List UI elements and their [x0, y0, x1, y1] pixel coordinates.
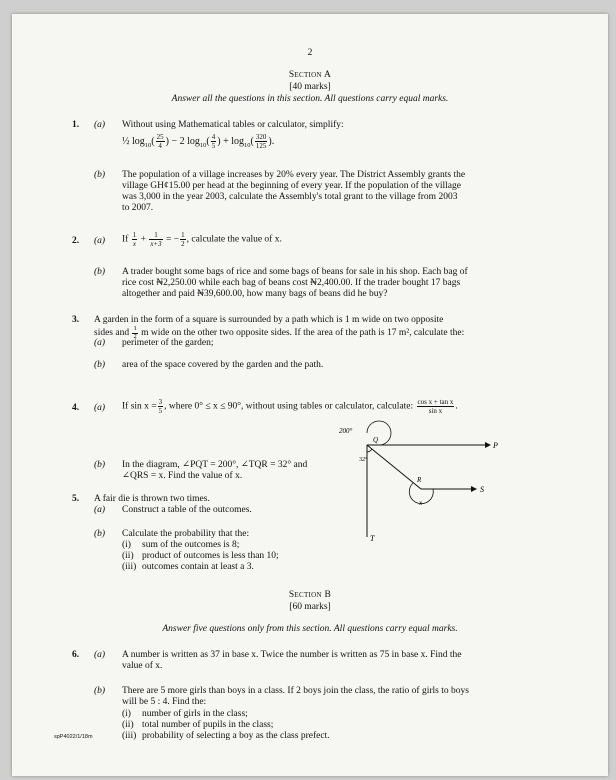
page-number: 2 [307, 48, 313, 58]
q6b-line-1: There are 5 more girls than boys in a class. If 2 boys join the class, the ratio of girls to boys [122, 686, 469, 696]
q2b-line-2: rice cost ₦2,250.00 while each bag of beans cost ₦2,400.00. If the trader bought 17 bags [122, 278, 461, 288]
q4a-ratio-den: sin x [428, 407, 443, 415]
q3a-label: (a) [94, 338, 106, 348]
q1a-label: (a) [94, 120, 106, 130]
arrow-p [485, 442, 491, 448]
section-b-title: Section B [288, 590, 332, 600]
q5b-text: Calculate the probability that the: [122, 529, 250, 539]
q1a-base2: 10 [199, 141, 207, 149]
q6a-label: (a) [94, 650, 106, 660]
q2a-frac1-den: x [132, 240, 136, 248]
q5b-iii-text: outcomes contain at least a 3. [142, 562, 254, 572]
q6b-ii-label: (ii) [122, 720, 134, 730]
q6-number: 6. [72, 650, 80, 660]
q1a-frac1-den: 4 [158, 142, 162, 150]
q2a-equals: = − [166, 234, 180, 245]
q4a-text [122, 398, 458, 415]
q5b-iii-label: (iii) [122, 562, 137, 572]
q6b-i-label: (i) [122, 709, 131, 719]
q2a-frac2-num: 1 [149, 231, 162, 240]
label-t: T [370, 534, 375, 543]
q6b-iii-text: probability of selecting a boy as the class prefect. [142, 731, 330, 741]
label-p: P [493, 441, 498, 450]
q4a-ratio [417, 398, 458, 415]
label-200: 200° [339, 427, 353, 435]
q1a-base1: 10 [144, 141, 152, 149]
section-b-instruction: Answer five questions only from this section. All questions carry equal marks. [162, 624, 458, 634]
q5b-i-label: (i) [122, 540, 131, 550]
q2-number: 2. [72, 236, 80, 246]
q4b-label: (b) [94, 460, 106, 470]
q1a-frac2-num: 4 [211, 133, 216, 141]
q1a-end: . [271, 135, 275, 147]
q2a-frac1-num: 1 [132, 231, 137, 239]
q3a-text: perimeter of the garden; [122, 338, 214, 348]
section-b-marks: [60 marks] [289, 602, 331, 612]
q5-number: 5. [72, 494, 80, 504]
q4a-frac-den: 5 [158, 407, 163, 415]
q6b-iii-label: (iii) [122, 731, 137, 741]
q4a-mid: , where 0° ≤ x ≤ 90°, without using tables or calculator, calculate: [164, 401, 414, 412]
q6b-label: (b) [94, 686, 106, 696]
q5b-i-text: sum of the outcomes is 8; [142, 540, 240, 550]
q4a-pre: If sin x = [122, 401, 157, 412]
q1a-frac1 [156, 133, 165, 150]
q2a-frac3 [180, 231, 186, 248]
q5b-ii-text: product of outcomes is less than 10; [142, 551, 279, 561]
q1b-line-4: to 2007. [122, 203, 154, 213]
q1a-frac2 [211, 133, 217, 150]
q6a-line-2: value of x. [122, 661, 163, 671]
q6b-line-2: will be 5 : 4. Find the: [122, 697, 207, 707]
q1b-line-3: was 3,000 in the year 2003, calculate the Assembly's total grant to the village from 2003 [122, 192, 458, 202]
q2a-plus: + [140, 234, 146, 245]
q1a-frac2-den: 5 [211, 142, 216, 150]
q2b-label: (b) [94, 267, 106, 277]
q4-number: 4. [72, 403, 80, 413]
q1a-frac3-num: 320 [255, 133, 267, 141]
exam-page [12, 14, 608, 776]
section-a-title: Section A [288, 70, 332, 80]
q3b-text: area of the space covered by the garden and the path. [122, 360, 324, 370]
q3-line-2b: m wide on the other two opposite sides. If the area of the path is 17 m², calculate the: [141, 328, 465, 339]
q3-frac-num: 1 [133, 325, 137, 332]
q2a-frac3-den: 2 [181, 240, 185, 248]
q5a-text: Construct a table of the outcomes. [122, 505, 252, 515]
label-x: x [419, 499, 423, 507]
q5b-ii-label: (ii) [122, 551, 134, 561]
q2a-tail: , calculate the value of x. [186, 234, 282, 245]
q1a-frac3-den: 125 [255, 142, 267, 150]
q2b-line-1: A trader bought some bags of rice and some bags of beans for sale in his shop. Each bag of [122, 267, 468, 277]
q4b-line-1: In the diagram, ∠PQT = 200°, ∠TQR = 32° and [122, 460, 308, 470]
q1b-line-2: village GH¢15.00 per head at the beginning of every year. If the population of the village [122, 181, 461, 191]
q1a-text: Without using Mathematical tables or calculator, simplify: [122, 120, 344, 130]
q3-line-1: A garden in the form of a square is surrounded by a path which is 1 m wide on two opposite [94, 315, 444, 325]
label-r: R [417, 476, 422, 484]
q6a-line-1: A number is written as 37 in base x. Twice the number is written as 75 in base x. Find the [122, 650, 462, 660]
arc-200 [367, 421, 391, 445]
q1a-expression: ½ $\log_{10}$( $\frac{25}{4}$ ) − 2 $\log_{10}$( $\frac{4}{5}$ ) + $\log_{10}$( $\frac{320}{125}$ ). [122, 133, 275, 150]
q1a-frac1-num: 25 [156, 133, 164, 141]
q4a-end: . [455, 401, 458, 412]
q6b-i-text: number of girls in the class; [142, 709, 248, 719]
arc-32 [367, 449, 372, 452]
q6b-ii-text: total number of pupils in the class; [142, 720, 274, 730]
section-a-marks: [40 marks] [289, 82, 331, 92]
q1a-base3: 10 [244, 141, 251, 149]
q2a-frac2 [149, 231, 162, 248]
q1a-term3: + log [220, 135, 244, 147]
q1b-line-1: The population of a village increases by 20% every year. The District Assembly grants the [122, 170, 466, 180]
label-s: S [480, 485, 484, 494]
label-q: Q [373, 436, 379, 444]
q4a-label: (a) [94, 403, 106, 413]
q2a-frac2-den: x+3 [150, 240, 162, 248]
q2a-if: If [122, 234, 129, 245]
q2a-frac1 [132, 231, 138, 248]
q2a-label: (a) [94, 236, 106, 246]
q5b-label: (b) [94, 529, 106, 539]
q5-intro: A fair die is thrown two times. [94, 494, 210, 504]
q3-frac-den: 2 [133, 332, 137, 340]
q4a-ratio-num: cos x + tan x [417, 398, 454, 406]
q1a-term2: − 2 log [168, 135, 200, 147]
q3-number: 3. [72, 315, 80, 325]
line-qr [367, 445, 421, 489]
q1a-term1: ½ log [122, 135, 145, 147]
q4a-frac-num: 3 [158, 398, 163, 406]
arrow-s [471, 486, 477, 492]
q2b-line-3: altogether and paid ₦39,600.00, how many bags of beans did he buy? [122, 289, 388, 299]
q2a-equation [122, 231, 282, 248]
section-a-instruction: Answer all the questions in this section. All questions carry equal marks. [171, 94, 449, 104]
q3-line-2a: sides and [94, 328, 130, 339]
q4b-line-2: ∠QRS = x. Find the value of x. [122, 471, 243, 481]
q4-angle-diagram [337, 419, 507, 544]
q1b-label: (b) [94, 170, 106, 180]
q4a-frac [158, 398, 164, 415]
q3b-label: (b) [94, 360, 106, 370]
label-32: 32° [359, 457, 368, 463]
footer-code: spP4022/1/18m [54, 734, 93, 740]
q5a-label: (a) [94, 505, 106, 515]
q1a-frac3 [255, 133, 268, 150]
q2a-frac3-num: 1 [181, 231, 185, 239]
q1-number: 1. [72, 120, 80, 130]
